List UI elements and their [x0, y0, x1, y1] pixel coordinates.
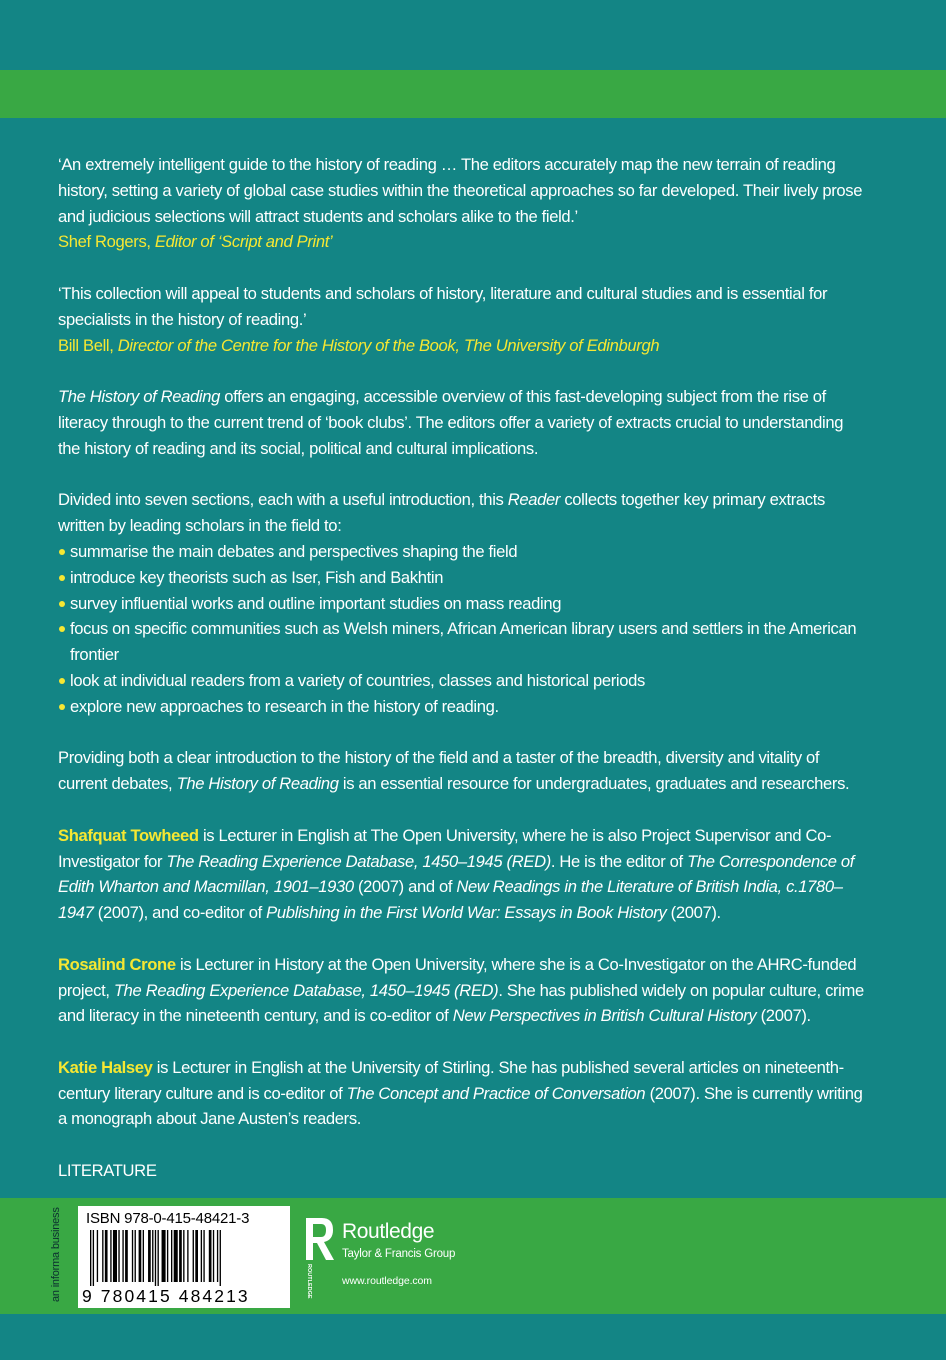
quote-2-author: Bill Bell,	[58, 335, 114, 355]
barcode-bar	[152, 1230, 153, 1282]
bio-text: is Lecturer in English at the University of Stirling. She has published several articles on nineteenth-century literary culture and is co-editor of	[58, 1057, 844, 1103]
barcode-bar	[174, 1230, 178, 1282]
barcode-bar	[195, 1230, 198, 1282]
bio-work-title: New Readings in the Literature of British India, c.1780–1947	[58, 877, 843, 923]
summary-lead: Providing both a clear introduction to the history of the field and a taster of the breadth, diversity and vitality of current debates,	[58, 748, 820, 794]
barcode-bar	[118, 1230, 119, 1282]
barcode-bar	[102, 1230, 103, 1282]
bio-towheed	[58, 823, 866, 926]
barcode-bar	[122, 1230, 123, 1282]
barcode-bar	[183, 1230, 184, 1282]
bio-work-title: The Reading Experience Database, 1450–1945 (RED)	[166, 851, 551, 871]
barcode-bar	[132, 1230, 133, 1282]
bio-text: . He is the editor of	[550, 851, 688, 871]
barcode-bar	[193, 1230, 194, 1282]
bio-work-title: New Perspectives in British Cultural History	[452, 1006, 757, 1026]
barcode-bar	[203, 1230, 204, 1282]
barcode-bar	[171, 1230, 172, 1282]
quote-1-author: Shef Rogers,	[58, 232, 151, 252]
quote-2-attribution	[58, 336, 659, 355]
barcode-bar	[187, 1230, 188, 1282]
bio-work-title: The Correspondence of Edith Wharton and Macmillan, 1901–1930	[58, 851, 855, 897]
bullet-item: introduce key theorists such as Iser, Fish and Bakhtin	[58, 565, 866, 591]
barcode-bar	[139, 1230, 142, 1282]
barcode-bar	[110, 1230, 111, 1282]
sections-reader-word: Reader	[507, 490, 561, 510]
description-text: offers an engaging, accessible overview of this fast-developing subject from the rise of literacy through to the current trend of ‘book clubs’. The editors offer a variety of extracts crucial to understanding the history of reading and its social, political and cultural implications.	[58, 387, 844, 458]
description-book-title: The History of Reading	[58, 387, 221, 407]
bio-text: . She has published widely on popular culture, crime and literacy in the nineteenth century, and is co-editor of	[58, 980, 864, 1026]
barcode-bar	[135, 1230, 136, 1282]
publisher-website: www.routledge.com	[342, 1275, 432, 1287]
bio-halsey	[58, 1055, 866, 1132]
bio-text: (2007), and co-editor of	[93, 903, 267, 923]
bio-crone	[58, 952, 866, 1029]
barcode-bar	[217, 1230, 218, 1282]
top-strip	[0, 0, 946, 70]
barcode-bar	[179, 1230, 182, 1282]
bullet-item: summarise the main debates and perspectives shaping the field	[58, 539, 866, 565]
barcode-bar	[220, 1230, 221, 1286]
category-label: LITERATURE	[58, 1161, 157, 1181]
quote-1-text: ‘An extremely intelligent guide to the history of reading … The editors accurately map the new terrain of reading history, setting a variety of global case studies within the theoretical approaches so far developed. Their lively prose and judicious selections will attract students and scholars alike to the field.’	[58, 155, 863, 226]
quote-2	[58, 281, 866, 358]
barcode-bar	[148, 1230, 151, 1282]
back-cover-text	[58, 152, 866, 1184]
bio-towheed-name: Shafquat Towheed	[58, 825, 199, 845]
quote-1-affiliation: Editor of ‘Script and Print’	[154, 232, 333, 252]
barcode-bar	[113, 1230, 117, 1282]
barcode-panel	[78, 1206, 290, 1308]
bio-work-title: The Reading Experience Database, 1450–1945 (RED)	[113, 980, 499, 1000]
barcode-bar	[155, 1230, 156, 1286]
barcode-bar	[158, 1230, 159, 1286]
barcode-bar	[93, 1230, 94, 1286]
barcode-bar	[125, 1230, 128, 1282]
top-green-band	[0, 70, 946, 118]
barcode-bar	[105, 1230, 108, 1282]
bio-text: (2007).	[666, 903, 721, 923]
sections-tail: collects together key primary extracts written by leading scholars in the field to:	[58, 490, 825, 536]
barcode-number: 9 780415 484213	[82, 1286, 250, 1306]
bullet-item: explore new approaches to research in the history of reading.	[58, 694, 866, 720]
routledge-vertical-text: ROUTLEDGE	[306, 1264, 312, 1299]
barcode-bar	[167, 1230, 168, 1282]
barcode-bar	[97, 1230, 98, 1282]
sections-paragraph	[58, 487, 866, 539]
bio-text: is Lecturer in English at The Open University, where he is also Project Supervisor and Co-Investigator for	[58, 825, 832, 871]
description-paragraph	[58, 384, 866, 461]
quote-1	[58, 152, 866, 255]
bullet-item: focus on specific communities such as Welsh miners, African American library users and settlers in the American frontier	[58, 616, 866, 668]
bio-text: (2007). She is currently writing a monograph about Jane Austen’s readers.	[58, 1083, 863, 1129]
summary-book-title: The History of Reading	[176, 774, 339, 794]
informa-business-label: an informa business	[50, 1207, 62, 1302]
bio-text: (2007).	[756, 1006, 811, 1026]
summary-tail: is an essential resource for undergraduates, graduates and researchers.	[338, 774, 850, 794]
bio-text: (2007) and of	[353, 877, 457, 897]
publisher-name: Routledge	[342, 1220, 435, 1243]
barcode-bar	[90, 1230, 91, 1286]
bullet-list	[58, 539, 866, 720]
barcode-icon	[86, 1230, 282, 1286]
bio-halsey-name: Katie Halsey	[58, 1057, 153, 1077]
barcode-bar	[201, 1230, 202, 1282]
bio-text: is Lecturer in History at the Open University, where she is a Co-Investigator on the AHRC-funded project,	[58, 954, 857, 1000]
barcode-bar	[143, 1230, 144, 1282]
bullet-item: survey influential works and outline important studies on mass reading	[58, 591, 866, 617]
barcode-bar	[162, 1230, 166, 1282]
quote-1-attribution	[58, 232, 332, 251]
bio-crone-name: Rosalind Crone	[58, 954, 176, 974]
routledge-logo-icon	[302, 1216, 336, 1299]
isbn-text: ISBN 978-0-415-48421-3	[86, 1210, 250, 1227]
bio-work-title: Publishing in the First World War: Essays in Book History	[266, 903, 667, 923]
barcode-bar	[213, 1230, 214, 1282]
barcode-bar	[209, 1230, 212, 1282]
bullet-item: look at individual readers from a variety of countries, classes and historical periods	[58, 668, 866, 694]
publisher-group: Taylor & Francis Group	[342, 1248, 456, 1260]
summary-paragraph	[58, 745, 866, 797]
bio-work-title: The Concept and Practice of Conversation	[346, 1083, 646, 1103]
quote-2-text: ‘This collection will appeal to students and scholars of history, literature and cultural studies and is essential for specialists in the history of reading.’	[58, 283, 828, 329]
quote-2-affiliation: Director of the Centre for the History of the Book, The University of Edinburgh	[117, 335, 660, 355]
sections-lead: Divided into seven sections, each with a useful introduction, this	[58, 490, 508, 510]
